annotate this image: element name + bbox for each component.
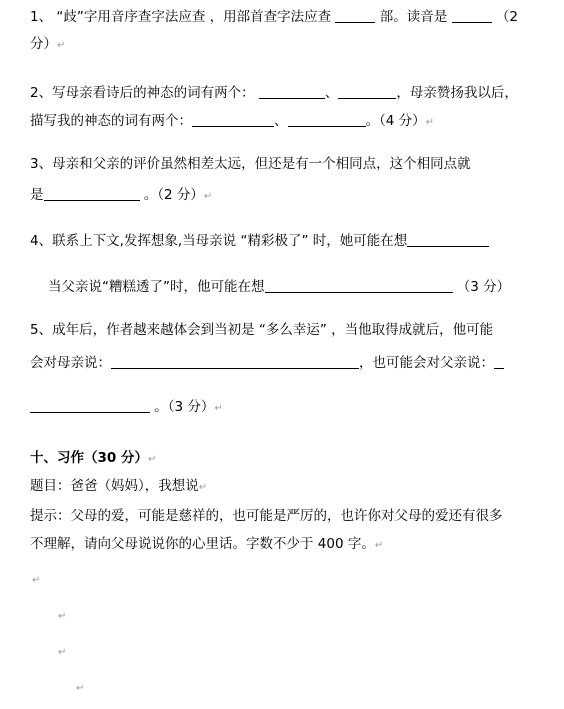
q5-blank-2[interactable] bbox=[494, 354, 504, 369]
q5-line1 bbox=[30, 324, 493, 338]
section-hint-2: 不理解，请向父母说说你的心里话。字数不少于 400 字。↵ bbox=[30, 536, 384, 552]
paragraph-mark-icon: ↵ bbox=[425, 117, 435, 128]
q2-sep-2: 、 bbox=[274, 113, 288, 129]
q1-text-b: 部。读音是 bbox=[379, 9, 448, 25]
q5-text-a: 5、成年后，作者越来越体会到当初是 “多么幸运” ，当他取得成就后，他可能 bbox=[30, 322, 494, 338]
q1-text-d: 分） bbox=[30, 36, 57, 52]
paragraph-mark-icon: ↵ bbox=[76, 683, 85, 694]
q5-blank-3[interactable] bbox=[30, 398, 150, 413]
q1-blank-1[interactable] bbox=[335, 8, 375, 23]
q1-blank-2[interactable] bbox=[452, 8, 492, 23]
paragraph-mark-icon: ↵ bbox=[198, 482, 208, 493]
paragraph-mark-icon: ↵ bbox=[214, 403, 223, 414]
q3-text-b: 是 bbox=[30, 187, 44, 203]
q3-line2 bbox=[30, 186, 212, 203]
q2-text-a: 2、写母亲看诗后的神态的词有两个： bbox=[30, 85, 255, 101]
q4-blank-2[interactable] bbox=[265, 278, 453, 293]
q2-line1 bbox=[30, 84, 518, 101]
paragraph-mark-icon: ↵ bbox=[374, 540, 384, 551]
q5-line2 bbox=[30, 354, 504, 371]
q5-line3 bbox=[30, 398, 223, 415]
section-topic: 题目：爸爸（妈妈），我想说↵ bbox=[30, 478, 208, 494]
paragraph-mark-icon: ↵ bbox=[203, 191, 213, 202]
q3-blank-1[interactable] bbox=[44, 186, 140, 201]
q4-text-a: 4、联系上下文,发挥想象,当母亲说 “精彩极了” 时，她可能在想 bbox=[30, 233, 408, 249]
q1-text-c: （2 bbox=[495, 9, 518, 25]
paragraph-mark-icon: ↵ bbox=[148, 454, 157, 465]
q5-text-d: 。（3 分） bbox=[154, 399, 215, 415]
paragraph-mark-icon: ↵ bbox=[32, 575, 41, 586]
q5-blank-1[interactable] bbox=[111, 354, 359, 369]
q2-blank-1[interactable] bbox=[259, 84, 325, 99]
q2-text-c: 描写我的神态的词有两个： bbox=[30, 113, 192, 129]
q2-line2 bbox=[30, 112, 434, 129]
section-hint-1: 提示：父母的爱，可能是慈祥的，也可能是严厉的，也许你对父母的爱还有很多 bbox=[30, 508, 503, 524]
q2-sep-1: 、 bbox=[324, 85, 339, 101]
q2-blank-4[interactable] bbox=[288, 112, 366, 127]
q3-line1 bbox=[30, 158, 471, 172]
q2-blank-2[interactable] bbox=[338, 84, 396, 99]
q5-text-c: ，也可能会对父亲说： bbox=[359, 355, 494, 371]
q1-text-a: 1、 “歧”字用音序查字法应查 ，用部首查字法应查 bbox=[30, 9, 332, 25]
q4-text-b: 当父亲说“糟糕透了”时，他可能在想 bbox=[48, 279, 265, 295]
q2-blank-3[interactable] bbox=[192, 112, 274, 127]
q4-line2 bbox=[48, 278, 510, 295]
q4-line1 bbox=[30, 232, 489, 249]
section-heading: 十、习作（30 分）↵ bbox=[30, 450, 157, 466]
q3-text-c: 。（2 分） bbox=[139, 187, 204, 203]
q1-line1 bbox=[30, 8, 518, 25]
q5-text-b: 会对母亲说： bbox=[30, 355, 111, 371]
paragraph-mark-icon: ↵ bbox=[58, 647, 67, 658]
q2-text-b: ，母亲赞扬我以后， bbox=[396, 85, 518, 101]
paragraph-mark-icon: ↵ bbox=[58, 611, 67, 622]
q4-blank-1[interactable] bbox=[407, 232, 489, 247]
q3-text-a: 3、母亲和父亲的评价虽然相差太远，但还是有一个相同点，这个相同点就 bbox=[30, 156, 471, 172]
q1-line2 bbox=[30, 38, 65, 52]
paragraph-mark-icon: ↵ bbox=[57, 40, 66, 51]
q4-text-c: （3 分） bbox=[456, 279, 511, 295]
q2-text-d: 。（4 分） bbox=[365, 113, 426, 129]
